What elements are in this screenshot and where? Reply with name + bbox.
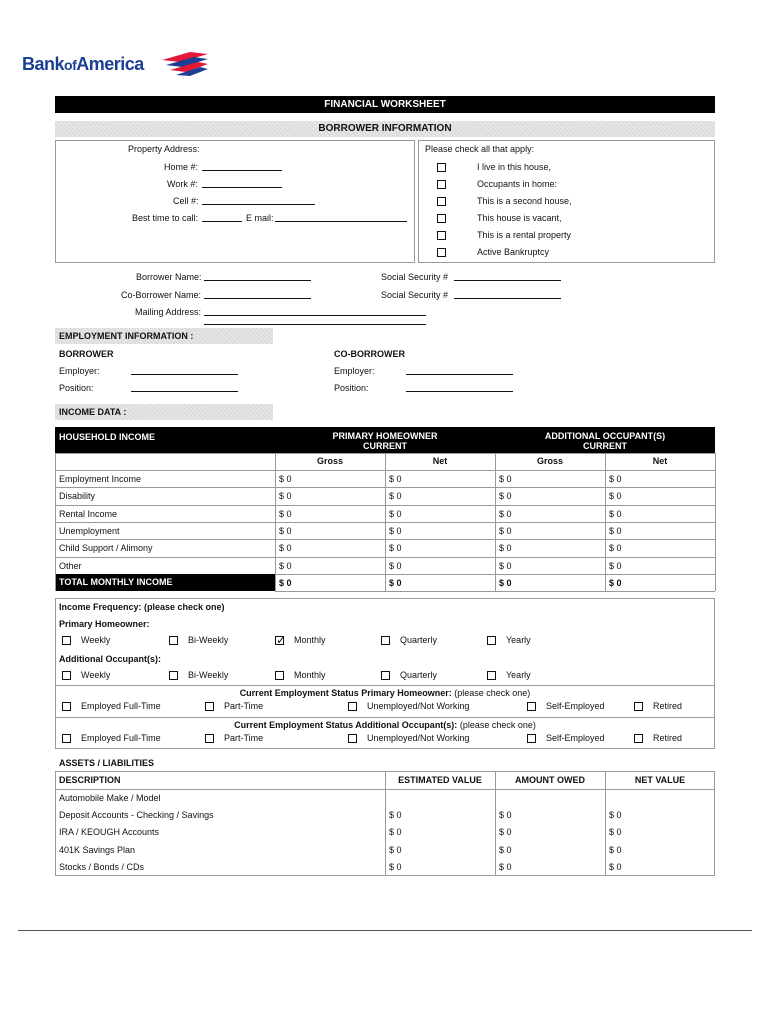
mailing-label: Mailing Address:	[135, 307, 202, 317]
grid-line	[55, 453, 715, 454]
amount-owed-header: AMOUNT OWED	[515, 775, 585, 785]
additional-occupants-label: ADDITIONAL OCCUPANT(S) CURRENT	[544, 431, 666, 451]
status-checkbox[interactable]	[527, 702, 536, 711]
income-cell[interactable]: $ 0	[609, 491, 622, 502]
income-row-label: Child Support / Alimony	[59, 543, 153, 554]
income-cell[interactable]: $ 0	[279, 474, 292, 484]
status-checkbox[interactable]	[634, 734, 643, 743]
coborrower-employer-field[interactable]	[406, 374, 513, 375]
frequency-option-label: Weekly	[81, 670, 111, 680]
grid-line	[385, 771, 386, 876]
grid-line	[275, 591, 715, 592]
asset-cell[interactable]: $ 0	[499, 861, 512, 872]
status-option-label: Self-Employed	[546, 701, 605, 711]
borrower-employer-field[interactable]	[131, 374, 238, 375]
income-cell[interactable]: $ 0	[499, 525, 512, 536]
status-additional-title: Current Employment Status Additional Occupant(s): (please check one)	[234, 720, 536, 730]
income-row-label: Disability	[59, 491, 96, 502]
grid-line	[715, 453, 716, 591]
status-option-label: Part-Time	[224, 733, 264, 743]
income-cell[interactable]: $ 0	[389, 474, 402, 484]
asset-row-label: Stocks / Bonds / CDs	[59, 861, 145, 872]
income-cell[interactable]: $ 0	[389, 543, 402, 554]
borrower-heading: BORROWER	[59, 349, 114, 359]
ssn-field-1[interactable]	[454, 280, 561, 281]
frequency-checkbox-additional[interactable]	[62, 671, 71, 680]
apply-option-label: This house is vacant,	[477, 213, 562, 223]
status-divider-1	[55, 685, 715, 686]
grid-line	[495, 453, 496, 591]
frequency-checkbox-primary[interactable]	[487, 636, 496, 645]
frequency-option-label: Yearly	[506, 635, 531, 645]
status-checkbox[interactable]	[634, 702, 643, 711]
assets-title: ASSETS / LIABILITIES	[59, 758, 155, 768]
asset-cell[interactable]: $ 0	[609, 827, 622, 838]
frequency-title: Income Frequency: (please check one)	[59, 602, 225, 612]
income-cell[interactable]: $ 0	[279, 508, 292, 519]
coborrower-position-field[interactable]	[406, 391, 513, 392]
frequency-checkbox-primary[interactable]	[381, 636, 390, 645]
status-option-label: Employed Full-Time	[81, 701, 161, 711]
frequency-option-label: Bi-Weekly	[188, 670, 229, 680]
grid-line	[275, 453, 276, 591]
status-checkbox[interactable]	[205, 734, 214, 743]
income-cell[interactable]: $ 0	[499, 560, 512, 571]
grid-line	[495, 771, 496, 876]
asset-cell[interactable]: $ 0	[389, 861, 402, 872]
apply-checkbox[interactable]	[437, 231, 446, 240]
best-time-label: Best time to call:	[132, 213, 199, 223]
asset-cell[interactable]: $ 0	[499, 844, 512, 855]
borrower-position-field[interactable]	[131, 391, 238, 392]
coborrower-name-label: Co-Borrower Name:	[121, 290, 202, 300]
mailing-field-1[interactable]	[204, 315, 426, 316]
frequency-additional-label: Additional Occupant(s):	[59, 654, 161, 664]
asset-cell[interactable]: $ 0	[609, 861, 622, 872]
frequency-primary-label: Primary Homeowner:	[59, 619, 150, 629]
income-cell[interactable]: $ 0	[609, 508, 622, 519]
status-divider-2	[55, 717, 715, 718]
status-primary-title: Current Employment Status Primary Homeowner: (please check one)	[239, 688, 531, 698]
property-address-label: Property Address:	[128, 144, 200, 154]
borrower-employer-label: Employer:	[59, 366, 100, 376]
frequency-checkbox-additional[interactable]	[169, 671, 178, 680]
status-checkbox[interactable]	[62, 702, 71, 711]
email-label: E mail:	[246, 213, 274, 223]
primary-homeowner-label: PRIMARY HOMEOWNER CURRENT	[332, 431, 438, 451]
cell-field[interactable]	[202, 204, 315, 205]
income-row-label: Employment Income	[59, 474, 142, 484]
asset-row-label: Deposit Accounts - Checking / Savings	[59, 810, 214, 821]
status-option-label: Part-Time	[224, 701, 264, 711]
grid-line	[385, 453, 386, 591]
status-checkbox[interactable]	[62, 734, 71, 743]
frequency-checkbox-primary[interactable]	[62, 636, 71, 645]
income-cell[interactable]: $ 0	[499, 491, 512, 502]
coborrower-heading: CO-BORROWER	[334, 349, 405, 359]
income-cell[interactable]: $ 0	[499, 543, 512, 554]
household-income-label: HOUSEHOLD INCOME	[59, 432, 156, 442]
apply-checkbox[interactable]	[437, 163, 446, 172]
asset-row-label: IRA / KEOUGH Accounts	[59, 827, 160, 838]
frequency-option-label: Weekly	[81, 635, 111, 645]
borrower-name-field[interactable]	[204, 280, 311, 281]
status-option-label: Employed Full-Time	[81, 733, 161, 743]
status-option-label: Retired	[653, 733, 683, 743]
coborrower-position-label: Position:	[334, 383, 369, 393]
borrower-position-label: Position:	[59, 383, 94, 393]
borrower-name-label: Borrower Name:	[136, 272, 202, 282]
frequency-checkbox-additional[interactable]	[381, 671, 390, 680]
work-label: Work #:	[167, 179, 198, 189]
status-option-label: Retired	[653, 701, 683, 711]
grid-line	[605, 771, 606, 876]
income-cell[interactable]: $ 0	[279, 560, 292, 571]
bank-logo	[22, 50, 222, 76]
check-prompt: Please check all that apply:	[425, 144, 535, 154]
home-field[interactable]	[202, 170, 282, 171]
income-cell[interactable]: $ 0	[609, 474, 622, 484]
property-box	[55, 140, 415, 263]
total-income-cell[interactable]: $ 0	[279, 577, 292, 588]
asset-cell[interactable]: $ 0	[499, 810, 512, 821]
frequency-option-label: Bi-Weekly	[188, 635, 229, 645]
income-title: INCOME DATA :	[55, 404, 273, 420]
income-cell[interactable]: $ 0	[499, 508, 512, 519]
frequency-option-label: Monthly	[294, 635, 326, 645]
home-label: Home #:	[164, 162, 199, 172]
total-income-label: TOTAL MONTHLY INCOME	[55, 574, 275, 591]
total-income-cell[interactable]: $ 0	[609, 577, 622, 588]
income-cell[interactable]: $ 0	[389, 491, 402, 502]
email-field[interactable]	[275, 221, 407, 222]
asset-cell[interactable]: $ 0	[389, 810, 402, 821]
frequency-checkbox-primary[interactable]	[169, 636, 178, 645]
apply-checkbox[interactable]	[437, 197, 446, 206]
apply-checkbox[interactable]	[437, 214, 446, 223]
apply-option-label: This is a rental property	[477, 230, 572, 240]
income-row-label: Rental Income	[59, 508, 118, 519]
grid-line	[55, 453, 56, 591]
status-checkbox[interactable]	[527, 734, 536, 743]
income-row-label: Unemployment	[59, 525, 120, 536]
asset-row-label: 401K Savings Plan	[59, 844, 136, 855]
apply-option-label: This is a second house,	[477, 196, 572, 206]
status-option-label: Self-Employed	[546, 733, 605, 743]
employment-title: EMPLOYMENT INFORMATION :	[55, 328, 273, 344]
income-cell[interactable]: $ 0	[609, 543, 622, 554]
income-cell[interactable]: $ 0	[279, 525, 292, 536]
logo-text: BankofAmerica	[22, 54, 144, 74]
net-header-1: Net	[432, 456, 448, 466]
asset-cell[interactable]: $ 0	[389, 827, 402, 838]
status-checkbox[interactable]	[205, 702, 214, 711]
total-income-cell[interactable]: $ 0	[499, 577, 512, 588]
frequency-checkbox-additional[interactable]	[275, 671, 284, 680]
apply-option-label: I live in this house,	[477, 162, 552, 172]
frequency-option-label: Yearly	[506, 670, 531, 680]
status-option-label: Unemployed/Not Working	[367, 701, 470, 711]
frequency-option-label: Quarterly	[400, 635, 438, 645]
gross-header-1: Gross	[316, 456, 343, 466]
apply-option-label: Occupants in home:	[477, 179, 558, 189]
asset-cell[interactable]: $ 0	[609, 810, 622, 821]
ssn-label-2: Social Security #	[381, 290, 449, 300]
grid-line	[605, 453, 606, 591]
mailing-field-2[interactable]	[204, 324, 426, 325]
net-header-2: Net	[652, 456, 668, 466]
total-income-cell[interactable]: $ 0	[389, 577, 402, 588]
asset-cell[interactable]: $ 0	[609, 844, 622, 855]
income-cell[interactable]: $ 0	[389, 508, 402, 519]
income-cell[interactable]: $ 0	[609, 560, 622, 571]
apply-option-label: Active Bankruptcy	[477, 247, 550, 257]
borrower-info-title: BORROWER INFORMATION	[55, 121, 715, 137]
apply-checkbox[interactable]	[437, 248, 446, 257]
description-header: DESCRIPTION	[59, 775, 121, 785]
frequency-checkbox-primary[interactable]	[275, 636, 284, 645]
frequency-option-label: Monthly	[294, 670, 326, 680]
frequency-checkbox-additional[interactable]	[487, 671, 496, 680]
estimated-value-header: ESTIMATED VALUE	[398, 775, 482, 785]
frequency-option-label: Quarterly	[400, 670, 438, 680]
form-title: FINANCIAL WORKSHEET	[55, 96, 715, 113]
flag-logo-icon	[160, 50, 210, 76]
footer-rule	[18, 930, 752, 931]
income-cell[interactable]: $ 0	[499, 474, 512, 484]
income-cell[interactable]: $ 0	[389, 560, 402, 571]
work-field[interactable]	[202, 187, 282, 188]
income-cell[interactable]: $ 0	[389, 525, 402, 536]
ssn-label-1: Social Security #	[381, 272, 449, 282]
apply-checkbox[interactable]	[437, 180, 446, 189]
income-cell[interactable]: $ 0	[279, 543, 292, 554]
income-row-label: Other	[59, 560, 82, 571]
coborrower-employer-label: Employer:	[334, 366, 375, 376]
asset-cell[interactable]: $ 0	[499, 827, 512, 838]
status-checkbox[interactable]	[348, 702, 357, 711]
asset-cell[interactable]: $ 0	[389, 844, 402, 855]
income-cell[interactable]: $ 0	[609, 525, 622, 536]
cell-label: Cell #:	[173, 196, 199, 206]
income-cell[interactable]: $ 0	[279, 491, 292, 502]
status-option-label: Unemployed/Not Working	[367, 733, 470, 743]
ssn-field-2[interactable]	[454, 298, 561, 299]
asset-row-label: Automobile Make / Model	[59, 793, 161, 803]
status-checkbox[interactable]	[348, 734, 357, 743]
gross-header-2: Gross	[536, 456, 563, 466]
coborrower-name-field[interactable]	[204, 298, 311, 299]
net-value-header: NET VALUE	[634, 775, 686, 785]
best-time-field[interactable]	[202, 221, 242, 222]
